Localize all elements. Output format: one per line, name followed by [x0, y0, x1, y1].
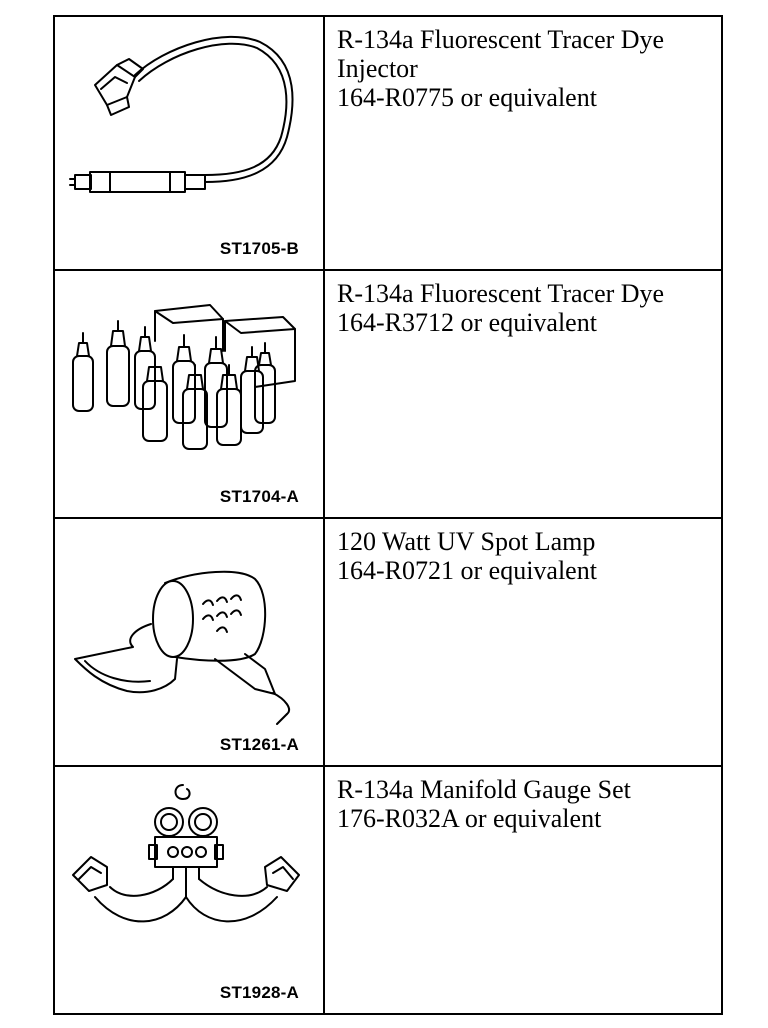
- uv-lamp-icon: [55, 519, 325, 769]
- tool-row: [53, 765, 723, 1015]
- dye-injector-icon: [55, 17, 325, 273]
- tool-image-cell: [55, 17, 325, 269]
- tool-row: [53, 269, 723, 519]
- tool-name-line: R-134a Manifold Gauge Set: [337, 775, 631, 804]
- tool-name-line: R-134a Fluorescent Tracer Dye: [337, 279, 665, 308]
- tool-row: [53, 517, 723, 767]
- special-tools-table: [53, 15, 723, 1015]
- tool-description: [337, 279, 713, 337]
- tool-name-line: Injector: [337, 54, 418, 83]
- tool-code: ST1928-A: [219, 983, 299, 1002]
- tool-part-number: 164-R3712 or equivalent: [337, 308, 597, 337]
- tool-part-number: 164-R0775 or equivalent: [337, 83, 597, 112]
- tool-description: [337, 775, 713, 833]
- tool-code: ST1704-A: [219, 487, 299, 506]
- tool-image-cell: [55, 767, 325, 1013]
- tool-code: ST1705-B: [219, 239, 299, 258]
- tool-row: [53, 15, 723, 271]
- tool-name-line: R-134a Fluorescent Tracer Dye: [337, 25, 665, 54]
- tool-part-number: 164-R0721 or equivalent: [337, 556, 597, 585]
- tool-part-number: 176-R032A or equivalent: [337, 804, 602, 833]
- manifold-gauge-icon: [55, 767, 325, 1017]
- tool-image-cell: [55, 519, 325, 765]
- dye-bottles-icon: [55, 271, 325, 521]
- tool-description: [337, 527, 713, 585]
- tool-name-line: 120 Watt UV Spot Lamp: [337, 527, 596, 556]
- tool-description: [337, 25, 713, 112]
- tool-image-cell: [55, 271, 325, 517]
- tool-code: ST1261-A: [219, 735, 299, 754]
